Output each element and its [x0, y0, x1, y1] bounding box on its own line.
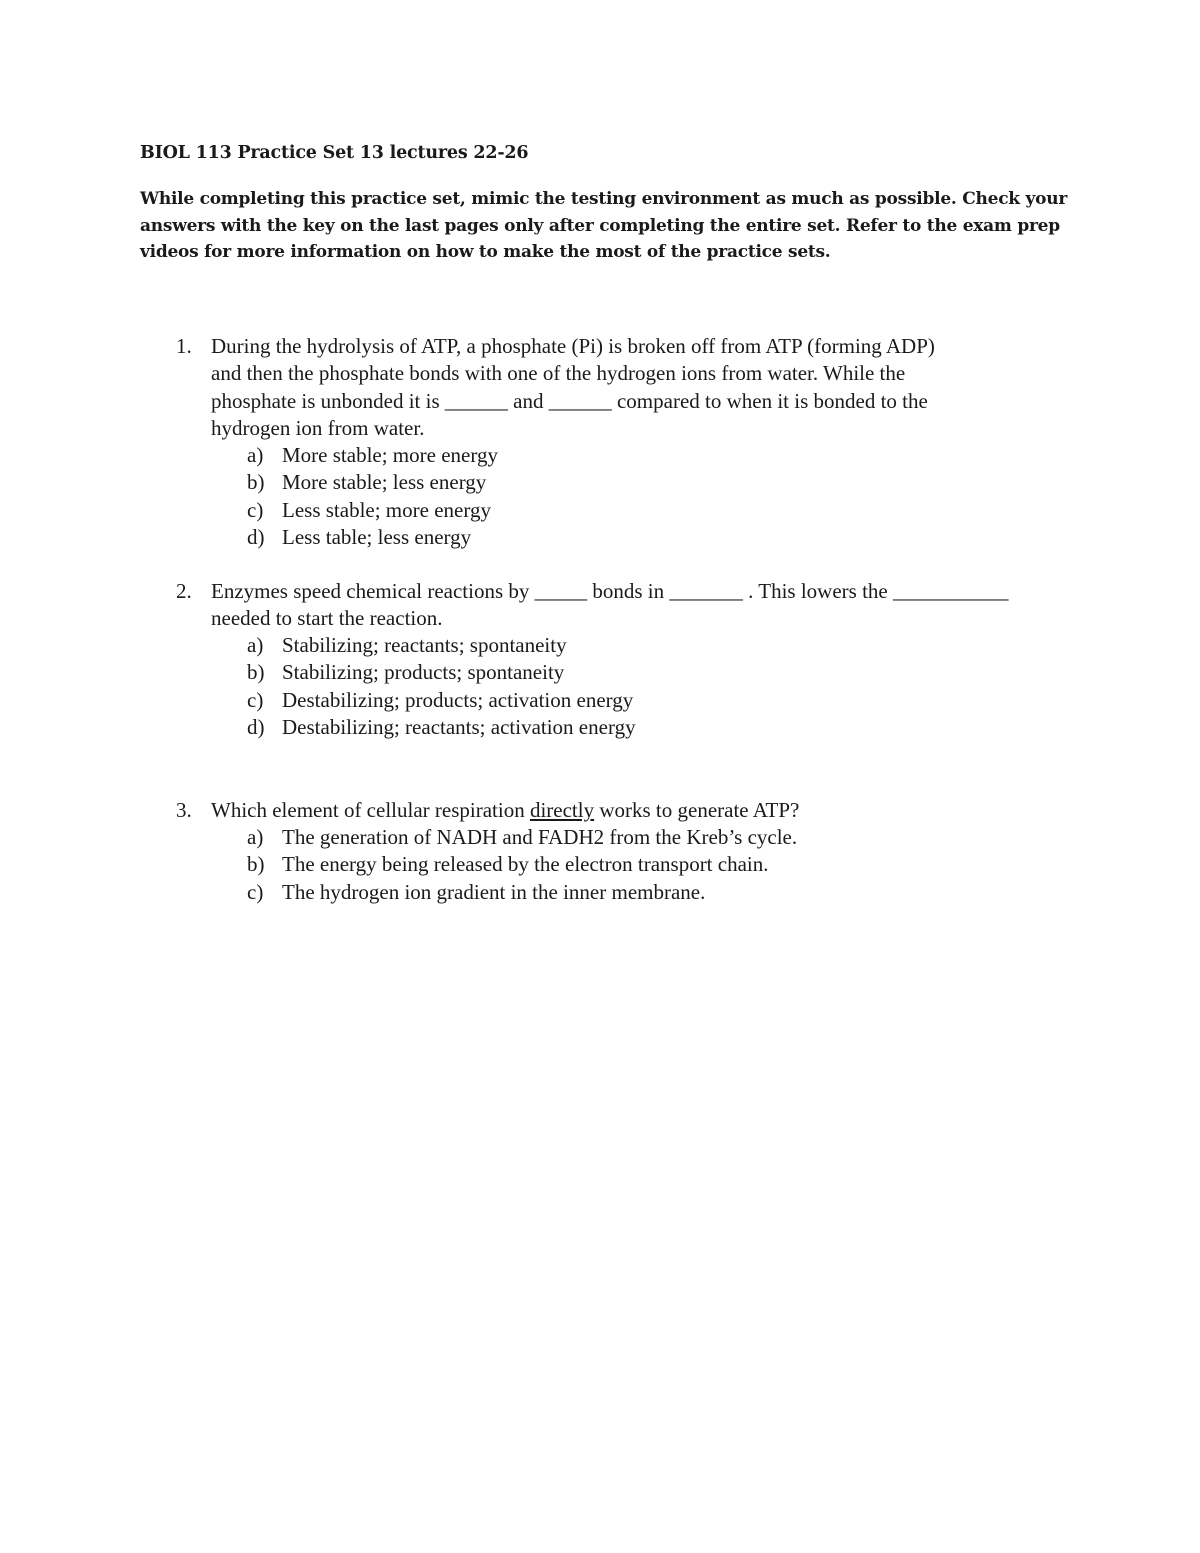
option-text: More stable; more energy	[282, 443, 498, 467]
stem-line: phosphate is unbonded it is ______ and ______ compared to when it is bonded to the	[211, 388, 928, 413]
option-text: Stabilizing; reactants; spontaneity	[282, 633, 567, 657]
option-letter: b)	[247, 660, 265, 685]
option-text: More stable; less energy	[282, 470, 487, 495]
option-letter: c)	[247, 879, 264, 904]
option-text: Less stable; more energy	[282, 497, 491, 522]
question-stem	[211, 797, 1081, 824]
stem-line: and then the phosphate bonds with one of the hydrogen ions from water. While the	[211, 361, 906, 386]
question-stem	[211, 333, 1081, 442]
option-letter: a)	[247, 825, 264, 849]
stem-line: needed to start the reaction.	[211, 606, 443, 631]
option-letter: d)	[247, 714, 265, 739]
question-number: 1.	[176, 334, 192, 358]
answer-options	[247, 824, 1067, 906]
question-stem	[211, 578, 1081, 633]
answer-option-a	[247, 442, 1067, 469]
option-letter: b)	[247, 470, 265, 495]
option-text: Less table; less energy	[282, 524, 472, 549]
instructions-line: answers with the key on the last pages only after completing the entire set. Refer to the exam prep	[140, 215, 1060, 236]
option-text: Stabilizing; products; spontaneity	[282, 660, 565, 685]
answer-options	[247, 442, 1067, 551]
answer-option-c	[247, 879, 1067, 906]
stem-line: During the hydrolysis of ATP, a phosphate (Pi) is broken off from ATP (forming ADP)	[211, 334, 935, 358]
answer-option-b	[247, 659, 1067, 686]
answer-option-c	[247, 687, 1067, 714]
instructions-line: While completing this practice set, mimic the testing environment as much as possible. Check your	[140, 189, 1068, 209]
option-letter: d)	[247, 524, 265, 549]
answer-option-d	[247, 524, 1067, 551]
answer-option-d	[247, 714, 1067, 741]
answer-option-a	[247, 824, 1067, 851]
stem-line	[211, 797, 1081, 824]
answer-option-a	[247, 632, 1067, 659]
option-letter: c)	[247, 497, 264, 522]
answer-options	[247, 632, 1067, 741]
stem-line: hydrogen ion from water.	[211, 415, 425, 440]
question-number: 2.	[176, 579, 192, 603]
question-number: 3.	[176, 798, 192, 822]
stem-text-before: Which element of cellular respiration	[211, 798, 530, 822]
document-title: BIOL 113 Practice Set 13 lectures 22-26	[140, 143, 529, 163]
option-text: Destabilizing; products; activation energy	[282, 687, 634, 712]
option-letter: c)	[247, 687, 264, 712]
option-text: The generation of NADH and FADH2 from the Kreb’s cycle.	[282, 825, 798, 849]
stem-underlined-word: directly	[529, 798, 595, 822]
instructions-paragraph	[140, 186, 1070, 266]
answer-option-c	[247, 497, 1067, 524]
option-letter: a)	[247, 443, 264, 467]
answer-option-b	[247, 469, 1067, 496]
option-letter: b)	[247, 852, 265, 877]
stem-line: Enzymes speed chemical reactions by _____ bonds in _______ . This lowers the ___________	[211, 579, 1009, 603]
option-letter: a)	[247, 633, 264, 657]
answer-option-b	[247, 851, 1067, 878]
stem-text-after: works to generate ATP?	[594, 798, 800, 822]
instructions-line: videos for more information on how to make the most of the practice sets.	[140, 242, 831, 262]
option-text: Destabilizing; reactants; activation energy	[282, 714, 636, 739]
option-text: The energy being released by the electron transport chain.	[282, 852, 769, 877]
option-text: The hydrogen ion gradient in the inner membrane.	[282, 879, 706, 904]
